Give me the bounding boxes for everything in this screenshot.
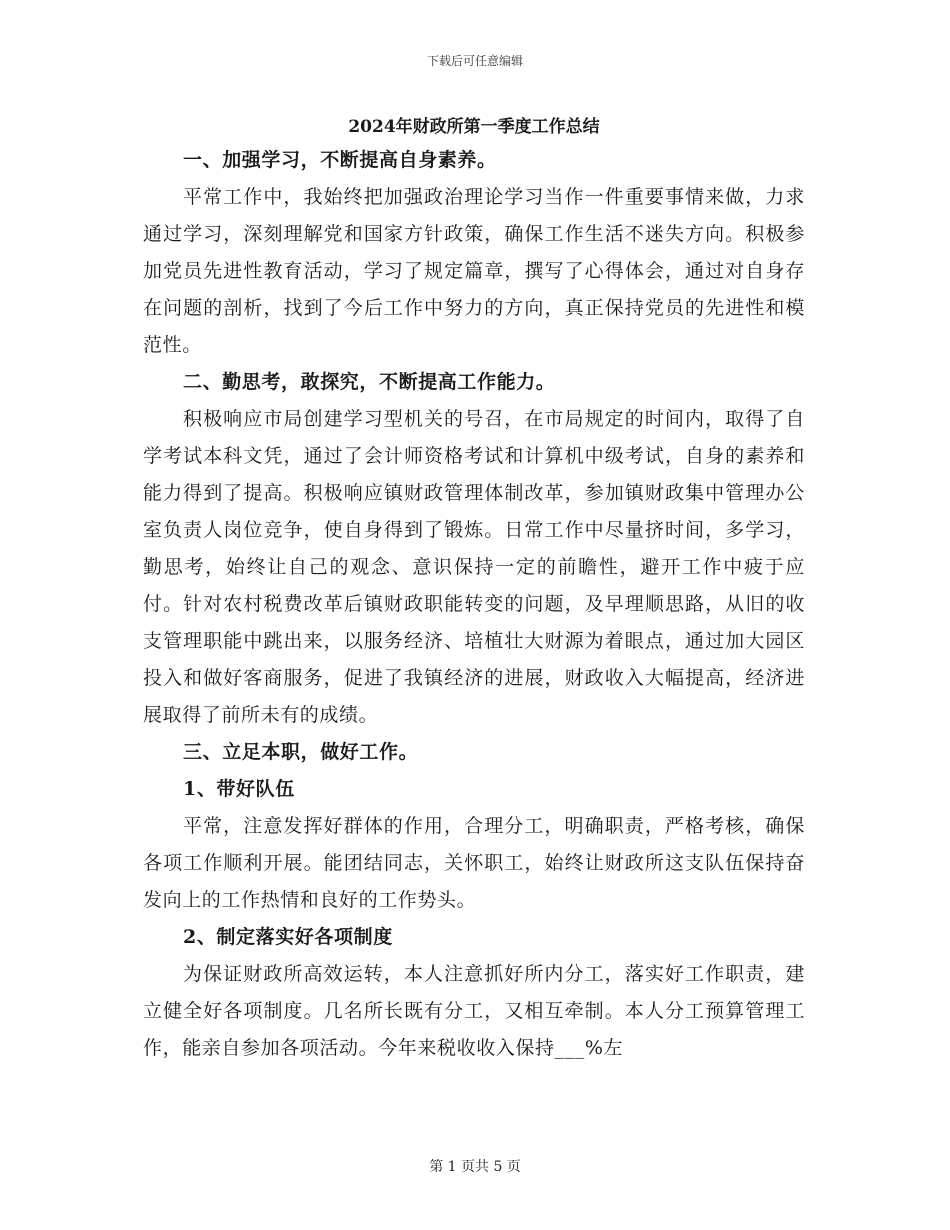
section-heading-3: 三、立足本职，做好工作。	[183, 741, 419, 763]
document-body	[143, 112, 805, 1067]
section-heading-1: 一、加强学习，不断提高自身素养。	[183, 149, 497, 171]
subsection-heading-1: 1、带好队伍	[183, 778, 295, 800]
page-number-footer: 第 1 页共 5 页	[429, 1159, 521, 1175]
subsection-heading-2: 2、制定落实好各项制度	[183, 926, 393, 948]
subsection-paragraph-2: 为保证财政所高效运转，本人注意抓好所内分工，落实好工作职责，建立健全好各项制度。几名所长既有分工，又相互牵制。本人分工预算管理工作，能亲自参加各项活动。今年来税收收入保持___%左	[143, 963, 805, 1059]
header-note: 下载后可任意编辑	[426, 54, 523, 68]
section-heading-2: 二、勤思考，敢探究，不断提高工作能力。	[183, 371, 556, 393]
section-paragraph-2: 积极响应市局创建学习型机关的号召，在市局规定的时间内，取得了自学考试本科文凭，通过了会计师资格考试和计算机中级考试，自身的素养和能力得到了提高。积极响应镇财政管理体制改革，参加镇财政集中管理办公室负责人岗位竞争，使自身得到了锻炼。日常工作中尽量挤时间，多学习，勤思考，始终让自己的观念、意识保持一定的前瞻性，避开工作中疲于应付。针对农村税费改革后镇财政职能转变的问题，及早理顺思路，从旧的收支管理职能中跳出来，以服务经济、培植壮大财源为着眼点，通过加大园区投入和做好客商服务，促进了我镇经济的进展，财政收入大幅提高，经济进展取得了前所未有的成绩。	[143, 408, 805, 726]
subsection-paragraph-1: 平常，注意发挥好群体的作用，合理分工，明确职责，严格考核，确保各项工作顺利开展。能团结同志，关怀职工，始终让财政所这支队伍保持奋发向上的工作热情和良好的工作势头。	[143, 815, 805, 911]
section-paragraph-1: 平常工作中，我始终把加强政治理论学习当作一件重要事情来做，力求通过学习，深刻理解党和国家方针政策，确保工作生活不迷失方向。积极参加党员先进性教育活动，学习了规定篇章，撰写了心得体会，通过对自身存在问题的剖析，找到了今后工作中努力的方向，真正保持党员的先进性和模范性。	[143, 186, 805, 356]
document-title: 2024年财政所第一季度工作总结	[348, 117, 600, 137]
